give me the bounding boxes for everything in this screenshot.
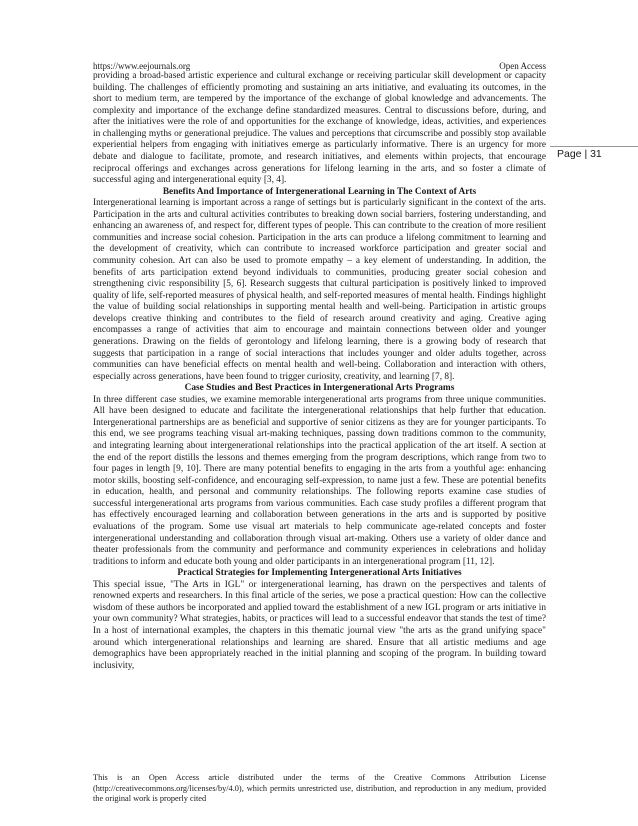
body-paragraph-case-studies: In three different case studies, we examine memorable intergenerational arts programs from three unique communities. All have been designed to educate and facilitate the intergenerational relationships that help further that education. Intergenerational partnerships are as beneficial and supportive of senior citizens as they are for younger participants. To this end, we see programs teaching visual art-making techniques, passing down traditions common to the community, and integrating learning about intergenerational relationships into the practical application of the art itself. A section at the end of the report distills the lessons and themes emerging from the program descriptions, which range from two to four pages in length [9, 10]. There are many potential benefits to engaging in the arts from a youthful age: enhancing motor skills, boosting self-confidence, and encouraging self-expression, to name just a few. These are potential benefits in education, health, and personal and community relationships. The following reports examine case studies of successful intergenerational arts programs from various communities. Each case study profiles a different program that has effectively encouraged learning and collaboration between generations in the arts and is supported by positive evaluations of the program. Some use visual art materials to help communicate age-related concepts and foster intergenerational understanding and collaboration through visual art-making. Others use a variety of older dance and theater professionals from the community and performance and community experiences in celebrations and holiday traditions to inform and educate both young and older participants in an intergenerational program [11, 12]. — [93, 394, 546, 567]
section-heading-benefits: Benefits And Importance of Intergenerational Learning in The Context of Arts — [162, 186, 477, 197]
section-heading-case-studies: Case Studies and Best Practices in Intergenerational Arts Programs — [184, 383, 455, 394]
page-number: Page | 31 — [557, 148, 602, 160]
body-paragraph-strategies: This special issue, "The Arts in IGL" or intergenerational learning, has drawn on the perspectives and talents of renowned experts and researchers. In this final article of the series, we pose a practical question: How can the collective wisdom of these authors be incorporated and applied toward the establishment of a new IGL program or arts initiative in your own community? What strategies, habits, or practices will lead to a successful endeavor that stands the test of time? In a host of international examples, the chapters in this thematic journal view "the arts as the grand unifying space" around which intergenerational relationships and learning are shared. Ensure that all artistic mediums and age demographics have been appropriately reached in the initial planning and scoping of the program. In building toward inclusivity, — [93, 579, 546, 671]
body-paragraph-benefits: Intergenerational learning is important across a range of settings but is particularly significant in the context of the arts. Participation in the arts and cultural activities contributes to breaking down social barriers, fostering understanding, and enhancing an awareness of, and respect for, different types of people. This can contribute to the creation of more resilient communities and increase social cohesion. Participation in the arts can produce a lifelong commitment to learning and the development of creativity, which can contribute to increased workforce participation and greater social and community cohesion. Art can also be used to promote empathy – a key element of understanding. In addition, the benefits of arts participation extend beyond individuals to communities, producing greater social cohesion and strengthening civic responsibility [5, 6]. Research suggests that cultural participation is positively linked to improved quality of life, self-reported measures of physical health, and self-reported measures of mental health. Findings highlight the value of building social relationships in supporting mental health and well-being. Participation in artistic groups develops creative thinking and contributes to the field of research around creativity and aging. Creative aging encompasses a range of activities that aim to encourage and maintain connections between older and younger generations. Drawing on the fields of gerontology and lifelong learning, there is a growing body of research that suggests that participation in a range of social interactions that includes younger and older adults together, across communities can have beneficial effects on mental health and well-being. Collaboration and interaction with others, especially across generations, have been found to trigger curiosity, creativity, and learning [7, 8]. — [93, 198, 546, 382]
open-access-label: Open Access — [499, 61, 546, 71]
license-footer: This is an Open Access article distributed under the terms of the Creative Commons Attribution License (http://creativecommons.org/licenses/by/4.0), which permits unrestricted use, distribution, and reproduction in any medium, provided the original work is properly cited — [93, 773, 546, 803]
section-heading-strategies: Practical Strategies for Implementing Intergenerational Arts Initiatives — [177, 568, 462, 579]
journal-url[interactable]: https://www.eejournals.org — [93, 61, 191, 71]
article-body — [93, 71, 546, 672]
body-paragraph-intro: providing a broad-based artistic experience and cultural exchange or receiving particular skill development or capacity building. The challenges of efficiently promoting and sustaining an arts initiative, and evaluating its outcomes, in the short to medium term, are tempered by the importance of the exchange of global knowledge and advancements. The complexity and importance of the exchange define standardized measures. Central to discussions before, during, and after the initiatives were the role of and opportunities for the exchange of knowledge, ideas, activities, and experiences in challenging myths or generational prejudice. The values and perceptions that circumscribe and possibly stop available experiential helpers from engaging with initiatives emerge as particularly informative. There is an urgency for more debate and dialogue to facilitate, promote, and research initiatives, and elements within projects, that encourage reciprocal offerings and exchanges across generations for lifelong learning in the arts, and so foster a climate of successful aging and intergenerational equity [3, 4]. — [93, 71, 546, 186]
